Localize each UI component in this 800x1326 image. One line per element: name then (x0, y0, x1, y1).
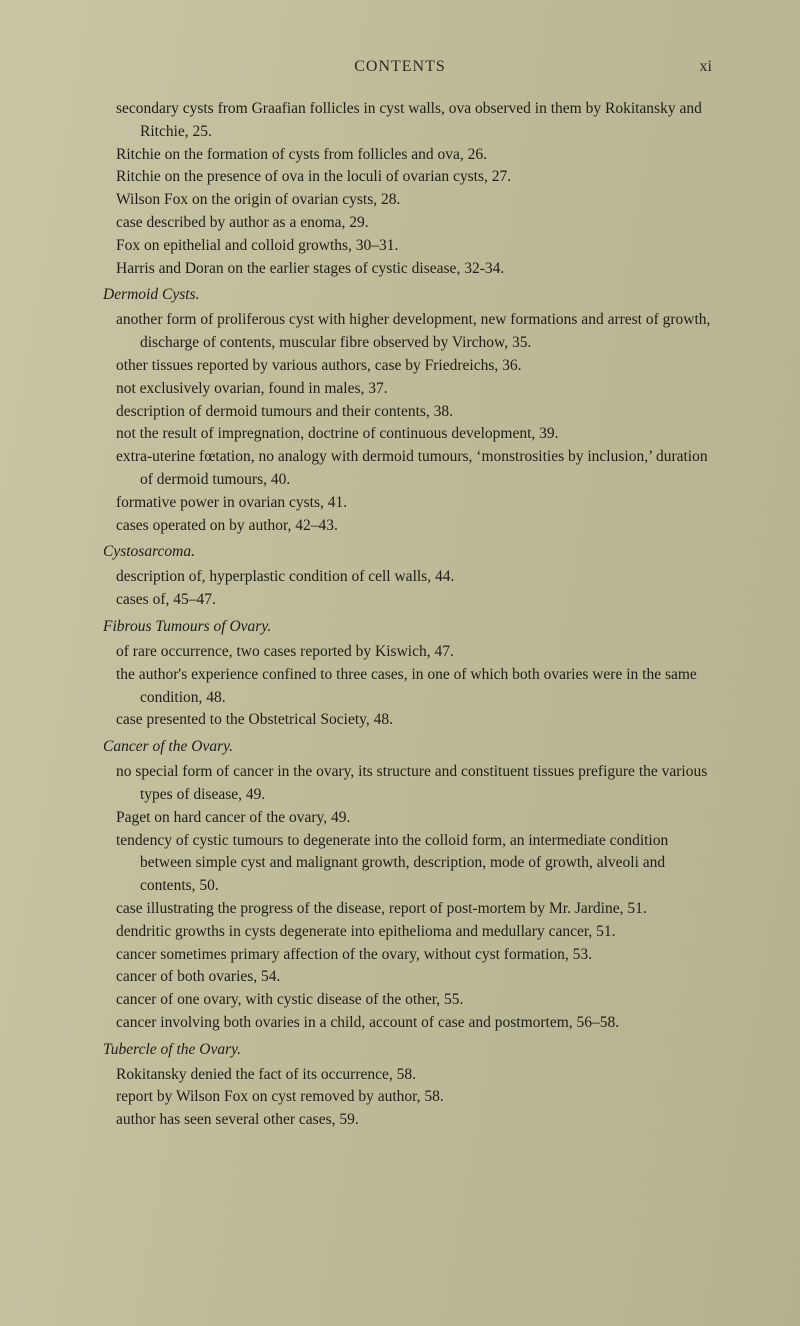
contents-section (105, 616, 715, 732)
contents-entry: Wilson Fox on the origin of ovarian cysts, 28. (116, 191, 401, 209)
contents-entry: formative power in ovarian cysts, 41. (116, 493, 348, 511)
contents-entry: case presented to the Obstetrical Society, 48. (116, 711, 394, 729)
page-number: xi (699, 58, 712, 75)
contents-list (105, 98, 715, 1132)
contents-entry: Ritchie on the formation of cysts from follicles and ova, 26. (116, 145, 488, 163)
section-heading: Cystosarcoma. (103, 543, 195, 561)
contents-entry: extra-uterine fœtation, no analogy with dermoid tumours, ‘monstrosities by inclusion,’ duration of dermoid tumours, 40. (116, 448, 708, 488)
contents-entry: Rokitansky denied the fact of its occurrence, 58. (116, 1065, 416, 1083)
contents-entry: Ritchie on the presence of ova in the loculi of ovarian cysts, 27. (116, 168, 512, 186)
contents-section (105, 1039, 715, 1132)
contents-entry: cancer involving both ovaries in a child, account of case and postmortem, 56–58. (116, 1013, 620, 1031)
entry-list (116, 761, 715, 1035)
page-title: CONTENTS (354, 58, 446, 75)
section-heading: Dermoid Cysts. (103, 286, 200, 304)
contents-entry: other tissues reported by various authors, case by Friedreichs, 36. (116, 356, 522, 374)
contents-entry: not the result of impregnation, doctrine of continuous development, 39. (116, 425, 559, 443)
contents-entry: report by Wilson Fox on cyst removed by author, 58. (116, 1088, 444, 1106)
contents-entry: no special form of cancer in the ovary, its structure and constituent tissues prefigure the various types of disease, 49. (116, 763, 708, 803)
contents-section (105, 541, 715, 612)
contents-entry: not exclusively ovarian, found in males, 37. (116, 379, 388, 397)
contents-entry: cases operated on by author, 42–43. (116, 516, 338, 534)
contents-section (105, 736, 715, 1035)
contents-entry: of rare occurrence, two cases reported by Kiswich, 47. (116, 642, 454, 660)
entry-list (116, 1064, 715, 1132)
contents-entry: description of, hyperplastic condition of cell walls, 44. (116, 568, 455, 586)
entry-list (116, 566, 715, 612)
contents-entry: dendritic growths in cysts degenerate into epithelioma and medullary cancer, 51. (116, 922, 616, 940)
entry-list (116, 641, 715, 732)
contents-section (105, 284, 715, 537)
section-heading: Cancer of the Ovary. (103, 738, 234, 756)
contents-entry: cancer of one ovary, with cystic disease of the other, 55. (116, 991, 464, 1009)
contents-entry: case illustrating the progress of the disease, report of post-mortem by Mr. Jardine, 51. (116, 899, 647, 917)
section-heading: Tubercle of the Ovary. (103, 1040, 242, 1058)
running-head (0, 58, 800, 82)
contents-entry: cancer sometimes primary affection of the ovary, without cyst formation, 53. (116, 945, 593, 963)
contents-entry: Fox on epithelial and colloid growths, 30–31. (116, 236, 399, 254)
contents-entry: tendency of cystic tumours to degenerate into the colloid form, an intermediate condition between simple cyst and malignant growth, description, mode of growth, alveoli and contents, 50. (116, 831, 669, 895)
contents-entry: description of dermoid tumours and their contents, 38. (116, 402, 454, 420)
contents-entry: author has seen several other cases, 59. (116, 1111, 359, 1129)
contents-section (105, 98, 715, 280)
contents-entry: secondary cysts from Graafian follicles in cyst walls, ova observed in them by Rokitansky and Ritchie, 25. (116, 100, 702, 140)
entry-list (116, 309, 715, 537)
contents-entry: another form of proliferous cyst with higher development, new formations and arrest of growth, discharge of contents, muscular fibre observed by Virchow, 35. (116, 311, 711, 352)
section-heading: Fibrous Tumours of Ovary. (103, 617, 272, 635)
contents-entry: the author's experience confined to three cases, in one of which both ovaries were in the same condition, 48. (116, 665, 697, 706)
contents-entry: Harris and Doran on the earlier stages of cystic disease, 32-34. (116, 259, 505, 277)
contents-entry: cases of, 45–47. (116, 591, 216, 609)
contents-entry: cancer of both ovaries, 54. (116, 968, 281, 986)
contents-entry: case described by author as a enoma, 29. (116, 213, 369, 231)
contents-entry: Paget on hard cancer of the ovary, 49. (116, 808, 351, 826)
entry-list (116, 98, 715, 280)
